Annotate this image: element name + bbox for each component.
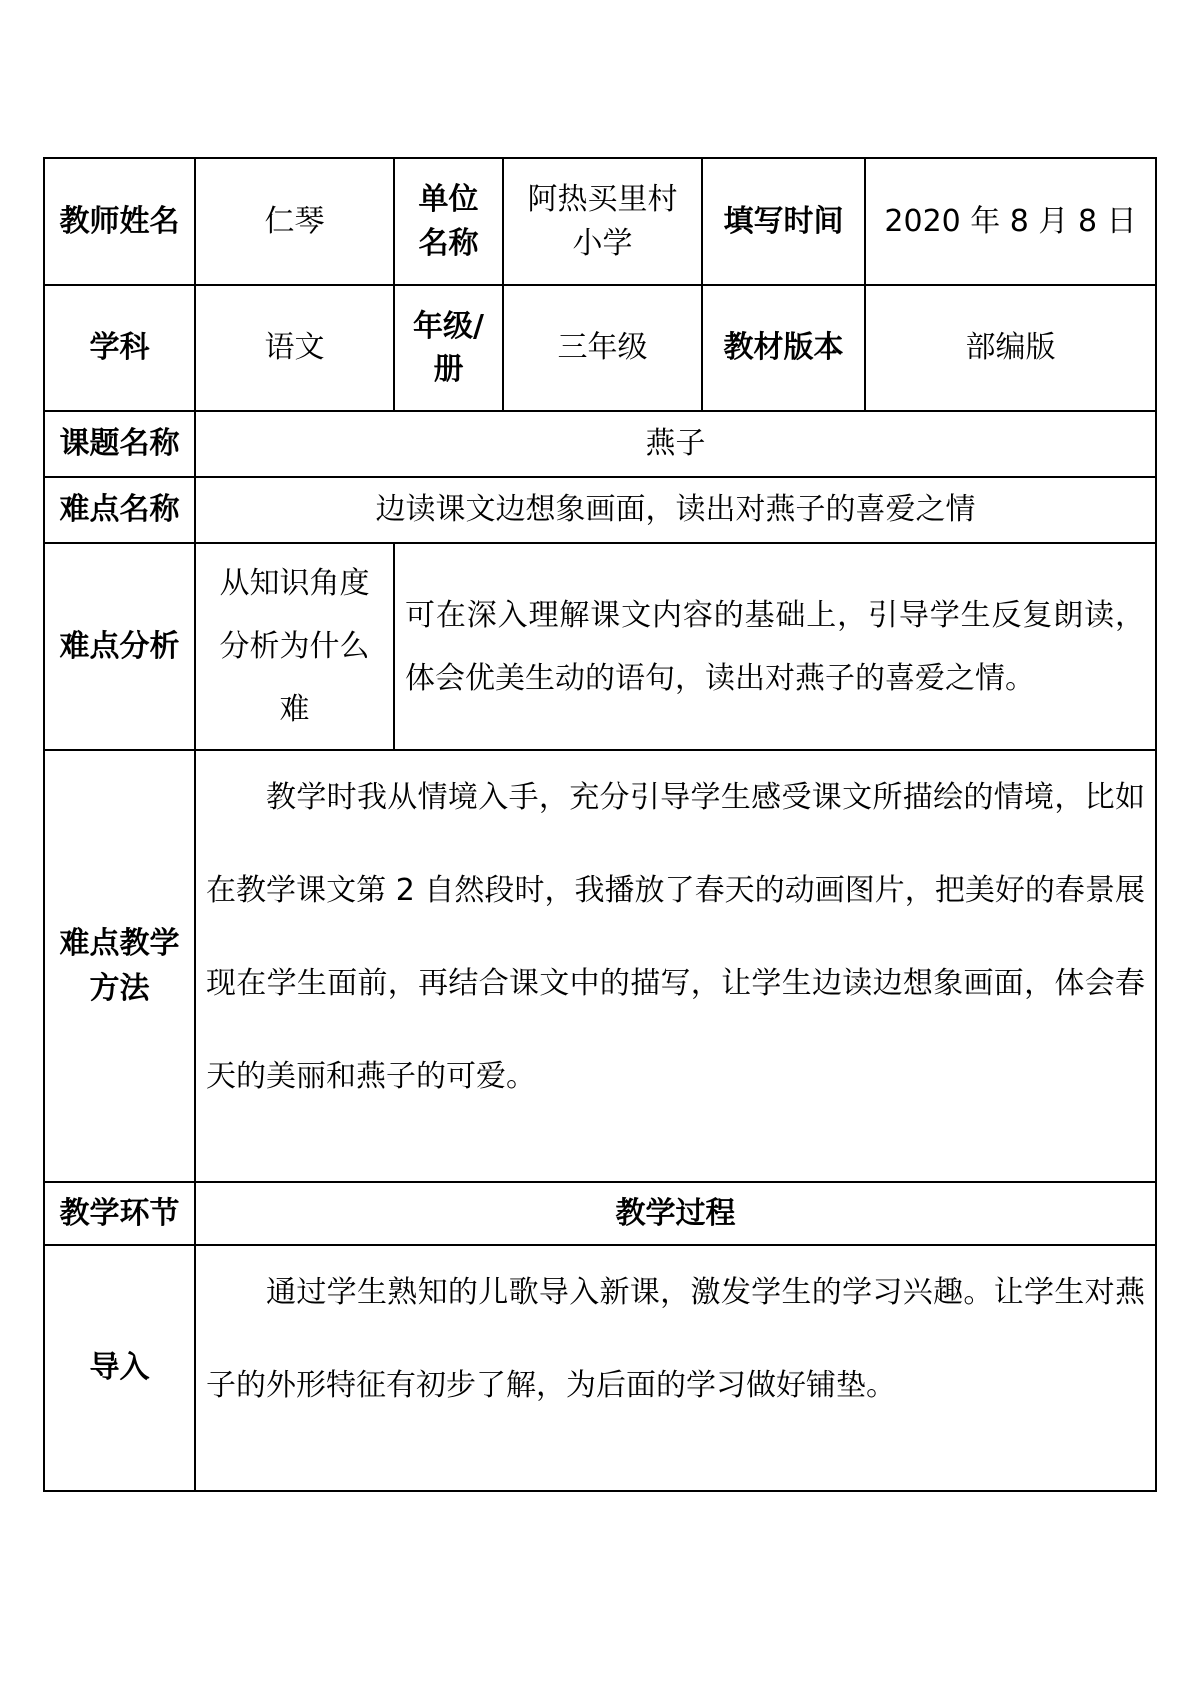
- unit-name-label: 单位名称: [394, 158, 503, 285]
- intro-value: 通过学生熟知的儿歌导入新课，激发学生的学习兴趣。让学生对燕子的外形特征有初步了解，为后面的学习做好铺垫。: [195, 1245, 1156, 1491]
- teacher-name-label: 教师姓名: [44, 158, 195, 285]
- row-method: [44, 750, 1156, 1182]
- analysis-label: 难点分析: [44, 543, 195, 750]
- subject-value: 语文: [195, 285, 394, 411]
- lesson-plan-sheet: [43, 157, 1155, 1492]
- edition-value: 部编版: [865, 285, 1156, 411]
- method-label: 难点教学方法: [44, 750, 195, 1182]
- row-difficulty: [44, 477, 1156, 543]
- stage-header-label: 教学环节: [44, 1182, 195, 1245]
- topic-value: 燕子: [195, 411, 1156, 477]
- difficulty-label: 难点名称: [44, 477, 195, 543]
- row-teacher-info: [44, 158, 1156, 285]
- row-subject-info: [44, 285, 1156, 411]
- teacher-name-value: 仁琴: [195, 158, 394, 285]
- analysis-sub-label: 从知识角度分析为什么难: [195, 543, 394, 750]
- row-intro: [44, 1245, 1156, 1491]
- subject-label: 学科: [44, 285, 195, 411]
- edition-label: 教材版本: [702, 285, 865, 411]
- process-header-label: 教学过程: [195, 1182, 1156, 1245]
- difficulty-value: 边读课文边想象画面，读出对燕子的喜爱之情: [195, 477, 1156, 543]
- method-value: 教学时我从情境入手，充分引导学生感受课文所描绘的情境，比如在教学课文第 2 自然段时，我播放了春天的动画图片，把美好的春景展现在学生面前，再结合课文中的描写，让学生边读边想象画面，体会春天的美丽和燕子的可爱。: [195, 750, 1156, 1182]
- fill-date-value: 2020 年 8 月 8 日: [865, 158, 1156, 285]
- row-topic: [44, 411, 1156, 477]
- unit-name-value: 阿热买里村小学: [503, 158, 702, 285]
- grade-value: 三年级: [503, 285, 702, 411]
- lesson-plan-table: [43, 157, 1157, 1492]
- intro-label: 导入: [44, 1245, 195, 1491]
- row-analysis: [44, 543, 1156, 750]
- grade-label: 年级/册: [394, 285, 503, 411]
- fill-date-label: 填写时间: [702, 158, 865, 285]
- row-process-header: [44, 1182, 1156, 1245]
- topic-label: 课题名称: [44, 411, 195, 477]
- analysis-value: 可在深入理解课文内容的基础上，引导学生反复朗读，体会优美生动的语句，读出对燕子的喜爱之情。: [394, 543, 1156, 750]
